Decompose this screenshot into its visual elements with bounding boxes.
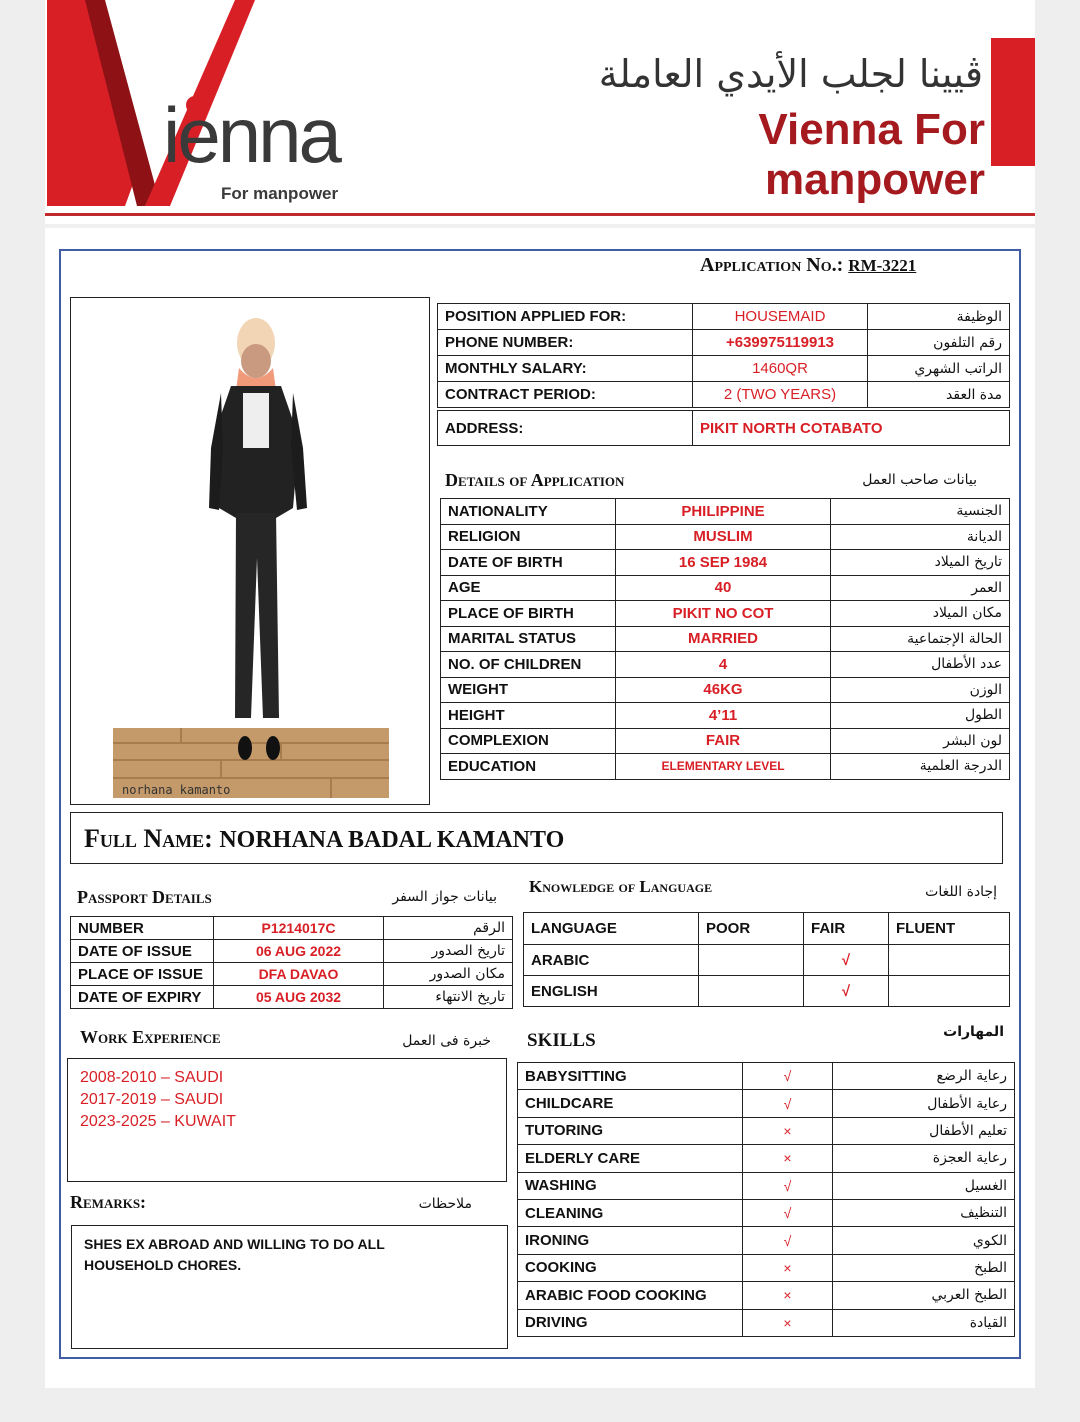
details-label-ar: الدرجة العلمية: [831, 754, 1010, 780]
summary-label: PHONE NUMBER:: [438, 330, 693, 356]
skill-row: [518, 1090, 1015, 1117]
details-row: [441, 652, 1010, 678]
skill-name-ar: تعليم الأطفال: [833, 1117, 1015, 1144]
passport-label: NUMBER: [71, 917, 214, 940]
skills-title: SKILLS: [527, 1030, 596, 1051]
summary-label-ar: الوظيفة: [868, 304, 1010, 330]
skill-name: BABYSITTING: [518, 1063, 743, 1090]
summary-value: 1460QR: [693, 356, 868, 382]
details-value: 16 SEP 1984: [616, 550, 831, 576]
full-name-label: Full Name:: [84, 824, 213, 853]
details-row: [441, 575, 1010, 601]
language-fair: √: [804, 945, 889, 976]
skill-mark: ×: [743, 1145, 833, 1172]
summary-row: [438, 356, 1010, 382]
skill-row: [518, 1254, 1015, 1281]
passport-label: DATE OF ISSUE: [71, 940, 214, 963]
summary-label-ar: مدة العقد: [868, 382, 1010, 408]
applicant-photo: [71, 298, 429, 804]
summary-label-ar: الراتب الشهري: [868, 356, 1010, 382]
passport-label-ar: تاريخ الانتهاء: [384, 986, 513, 1009]
work-title: Work Experience: [80, 1027, 221, 1047]
details-row: [441, 677, 1010, 703]
language-name: ENGLISH: [524, 976, 699, 1007]
details-label-ar: العمر: [831, 575, 1010, 601]
photo-box: [70, 297, 430, 805]
application-value: RM-3221: [848, 256, 917, 275]
details-label-ar: الجنسية: [831, 499, 1010, 525]
photo-caption: norhana kamanto: [122, 783, 231, 797]
details-label: DATE OF BIRTH: [441, 550, 616, 576]
work-item: 2008-2010 – SAUDI: [80, 1069, 224, 1086]
details-value: PHILIPPINE: [616, 499, 831, 525]
language-name: ARABIC: [524, 945, 699, 976]
skill-name-ar: رعاية العجزة: [833, 1145, 1015, 1172]
skill-mark: √: [743, 1090, 833, 1117]
work-item: 2023-2025 – KUWAIT: [80, 1113, 236, 1130]
skill-name: CLEANING: [518, 1199, 743, 1226]
skills-title-ar: المهارات: [943, 1024, 1004, 1040]
language-header: LANGUAGE: [524, 913, 699, 945]
summary-row: [438, 382, 1010, 408]
passport-row: [71, 963, 513, 986]
skill-mark: √: [743, 1172, 833, 1199]
skill-name-ar: الغسيل: [833, 1172, 1015, 1199]
details-row: [441, 601, 1010, 627]
language-row: [524, 976, 1010, 1007]
skill-row: [518, 1172, 1015, 1199]
skill-name: WASHING: [518, 1172, 743, 1199]
skill-row: [518, 1309, 1015, 1336]
work-title-ar: خبرة فى العمل: [402, 1033, 491, 1049]
skill-row: [518, 1282, 1015, 1309]
skill-name-ar: الكوي: [833, 1227, 1015, 1254]
skill-name: DRIVING: [518, 1309, 743, 1336]
summary-label: POSITION APPLIED FOR:: [438, 304, 693, 330]
summary-value: 2 (TWO YEARS): [693, 382, 868, 408]
details-label: COMPLEXION: [441, 728, 616, 754]
passport-value: 06 AUG 2022: [214, 940, 384, 963]
arabic-title: ڤيينا لجلب الأيدي العاملة: [598, 52, 983, 96]
header-red-block: [991, 38, 1035, 166]
logo-name: ienna: [163, 91, 339, 179]
language-fluent: [889, 976, 1010, 1007]
summary-value: +639975119913: [693, 330, 868, 356]
summary-label-ar: رقم التلفون: [868, 330, 1010, 356]
details-label: WEIGHT: [441, 677, 616, 703]
language-fair: √: [804, 976, 889, 1007]
header: [45, 0, 1035, 215]
details-value: 4: [616, 652, 831, 678]
details-row: [441, 728, 1010, 754]
details-row: [441, 550, 1010, 576]
details-value: 46KG: [616, 677, 831, 703]
main-frame: [45, 224, 1035, 228]
skills-table: [517, 1062, 1015, 1337]
passport-table: [70, 916, 513, 1009]
remarks-title-ar: ملاحظات: [418, 1196, 472, 1212]
details-table: [440, 498, 1010, 780]
details-value: FAIR: [616, 728, 831, 754]
language-fluent: [889, 945, 1010, 976]
passport-row: [71, 986, 513, 1009]
summary-value: HOUSEMAID: [693, 304, 868, 330]
skill-name-ar: رعاية الأطفال: [833, 1090, 1015, 1117]
details-title: Details of Application: [445, 470, 625, 490]
passport-row: [71, 917, 513, 940]
skill-name: IRONING: [518, 1227, 743, 1254]
skill-name: ELDERLY CARE: [518, 1145, 743, 1172]
skill-name: TUTORING: [518, 1117, 743, 1144]
remarks-title: Remarks:: [70, 1192, 147, 1212]
passport-value: 05 AUG 2032: [214, 986, 384, 1009]
skill-mark: ×: [743, 1117, 833, 1144]
skill-mark: √: [743, 1227, 833, 1254]
passport-label-ar: تاريخ الصدور: [384, 940, 513, 963]
details-label-ar: الحالة الإجتماعية: [831, 626, 1010, 652]
skill-name: COOKING: [518, 1254, 743, 1281]
summary-row: [438, 304, 1010, 330]
details-label: RELIGION: [441, 524, 616, 550]
logo-subtitle: For manpower: [221, 184, 339, 203]
details-value: MUSLIM: [616, 524, 831, 550]
details-label: PLACE OF BIRTH: [441, 601, 616, 627]
work-box: [67, 1058, 507, 1182]
details-label: MARITAL STATUS: [441, 626, 616, 652]
summary-label: CONTRACT PERIOD:: [438, 382, 693, 408]
skill-mark: √: [743, 1063, 833, 1090]
details-label-ar: تاريخ الميلاد: [831, 550, 1010, 576]
skill-name-ar: رعاية الرضع: [833, 1063, 1015, 1090]
details-label-ar: الوزن: [831, 677, 1010, 703]
details-value: ELEMENTARY LEVEL: [616, 754, 831, 780]
details-value: PIKIT NO COT: [616, 601, 831, 627]
skill-mark: ×: [743, 1309, 833, 1336]
passport-label-ar: الرقم: [384, 917, 513, 940]
details-row: [441, 703, 1010, 729]
work-list: [80, 1067, 506, 1133]
passport-label: DATE OF EXPIRY: [71, 986, 214, 1009]
summary-table: [437, 303, 1010, 408]
skill-row: [518, 1145, 1015, 1172]
details-label: NATIONALITY: [441, 499, 616, 525]
details-row: [441, 524, 1010, 550]
language-table: [523, 912, 1010, 1007]
address-label: ADDRESS:: [438, 411, 693, 446]
details-label-ar: لون البشر: [831, 728, 1010, 754]
language-title-ar: إجادة اللغات: [925, 884, 997, 900]
details-row: [441, 499, 1010, 525]
details-label-ar: مكان الميلاد: [831, 601, 1010, 627]
skill-mark: ×: [743, 1282, 833, 1309]
language-header: FAIR: [804, 913, 889, 945]
summary-row: [438, 330, 1010, 356]
summary-label: MONTHLY SALARY:: [438, 356, 693, 382]
remarks-box: [71, 1225, 508, 1349]
language-header: POOR: [699, 913, 804, 945]
skill-name-ar: التنظيف: [833, 1199, 1015, 1226]
remarks-text: SHES EX ABROAD AND WILLING TO DO ALL HOUSEHOLD CHORES.: [84, 1236, 385, 1273]
skill-row: [518, 1117, 1015, 1144]
passport-title-ar: بيانات جواز السفر: [392, 889, 497, 905]
address-value: PIKIT NORTH COTABATO: [693, 411, 1010, 446]
passport-title: Passport Details: [77, 887, 212, 907]
work-item: 2017-2019 – SAUDI: [80, 1091, 224, 1108]
skill-mark: ×: [743, 1254, 833, 1281]
skill-name-ar: الطبخ العربي: [833, 1282, 1015, 1309]
language-poor: [699, 945, 804, 976]
address-table: [437, 410, 1010, 446]
skill-name-ar: الطبخ: [833, 1254, 1015, 1281]
details-label-ar: الطول: [831, 703, 1010, 729]
skill-row: [518, 1063, 1015, 1090]
details-label-ar: الديانة: [831, 524, 1010, 550]
language-row: [524, 945, 1010, 976]
details-value: 4’11: [616, 703, 831, 729]
application-number: [700, 254, 916, 277]
language-title: Knowledge of Language: [529, 877, 713, 896]
details-row: [441, 626, 1010, 652]
application-label: Application No.:: [700, 254, 844, 276]
skill-row: [518, 1199, 1015, 1226]
skill-name: CHILDCARE: [518, 1090, 743, 1117]
details-label: AGE: [441, 575, 616, 601]
details-value: MARRIED: [616, 626, 831, 652]
passport-label: PLACE OF ISSUE: [71, 963, 214, 986]
language-header: FLUENT: [889, 913, 1010, 945]
skill-row: [518, 1227, 1015, 1254]
header-red-line: [45, 213, 1035, 216]
details-value: 40: [616, 575, 831, 601]
language-poor: [699, 976, 804, 1007]
details-row: [441, 754, 1010, 780]
details-label: EDUCATION: [441, 754, 616, 780]
skill-mark: √: [743, 1199, 833, 1226]
full-name-value: NORHANA BADAL KAMANTO: [219, 827, 565, 853]
details-label-ar: عدد الأطفال: [831, 652, 1010, 678]
passport-value: DFA DAVAO: [214, 963, 384, 986]
passport-value: P1214017C: [214, 917, 384, 940]
skill-name: ARABIC FOOD COOKING: [518, 1282, 743, 1309]
passport-label-ar: مكان الصدور: [384, 963, 513, 986]
cv-page: [45, 0, 1035, 1388]
skill-name-ar: القيادة: [833, 1309, 1015, 1336]
english-title: Vienna For manpower: [758, 105, 985, 204]
details-label: NO. OF CHILDREN: [441, 652, 616, 678]
details-label: HEIGHT: [441, 703, 616, 729]
details-title-ar: بيانات صاحب العمل: [862, 472, 977, 488]
passport-row: [71, 940, 513, 963]
full-name-box: [70, 812, 1003, 864]
